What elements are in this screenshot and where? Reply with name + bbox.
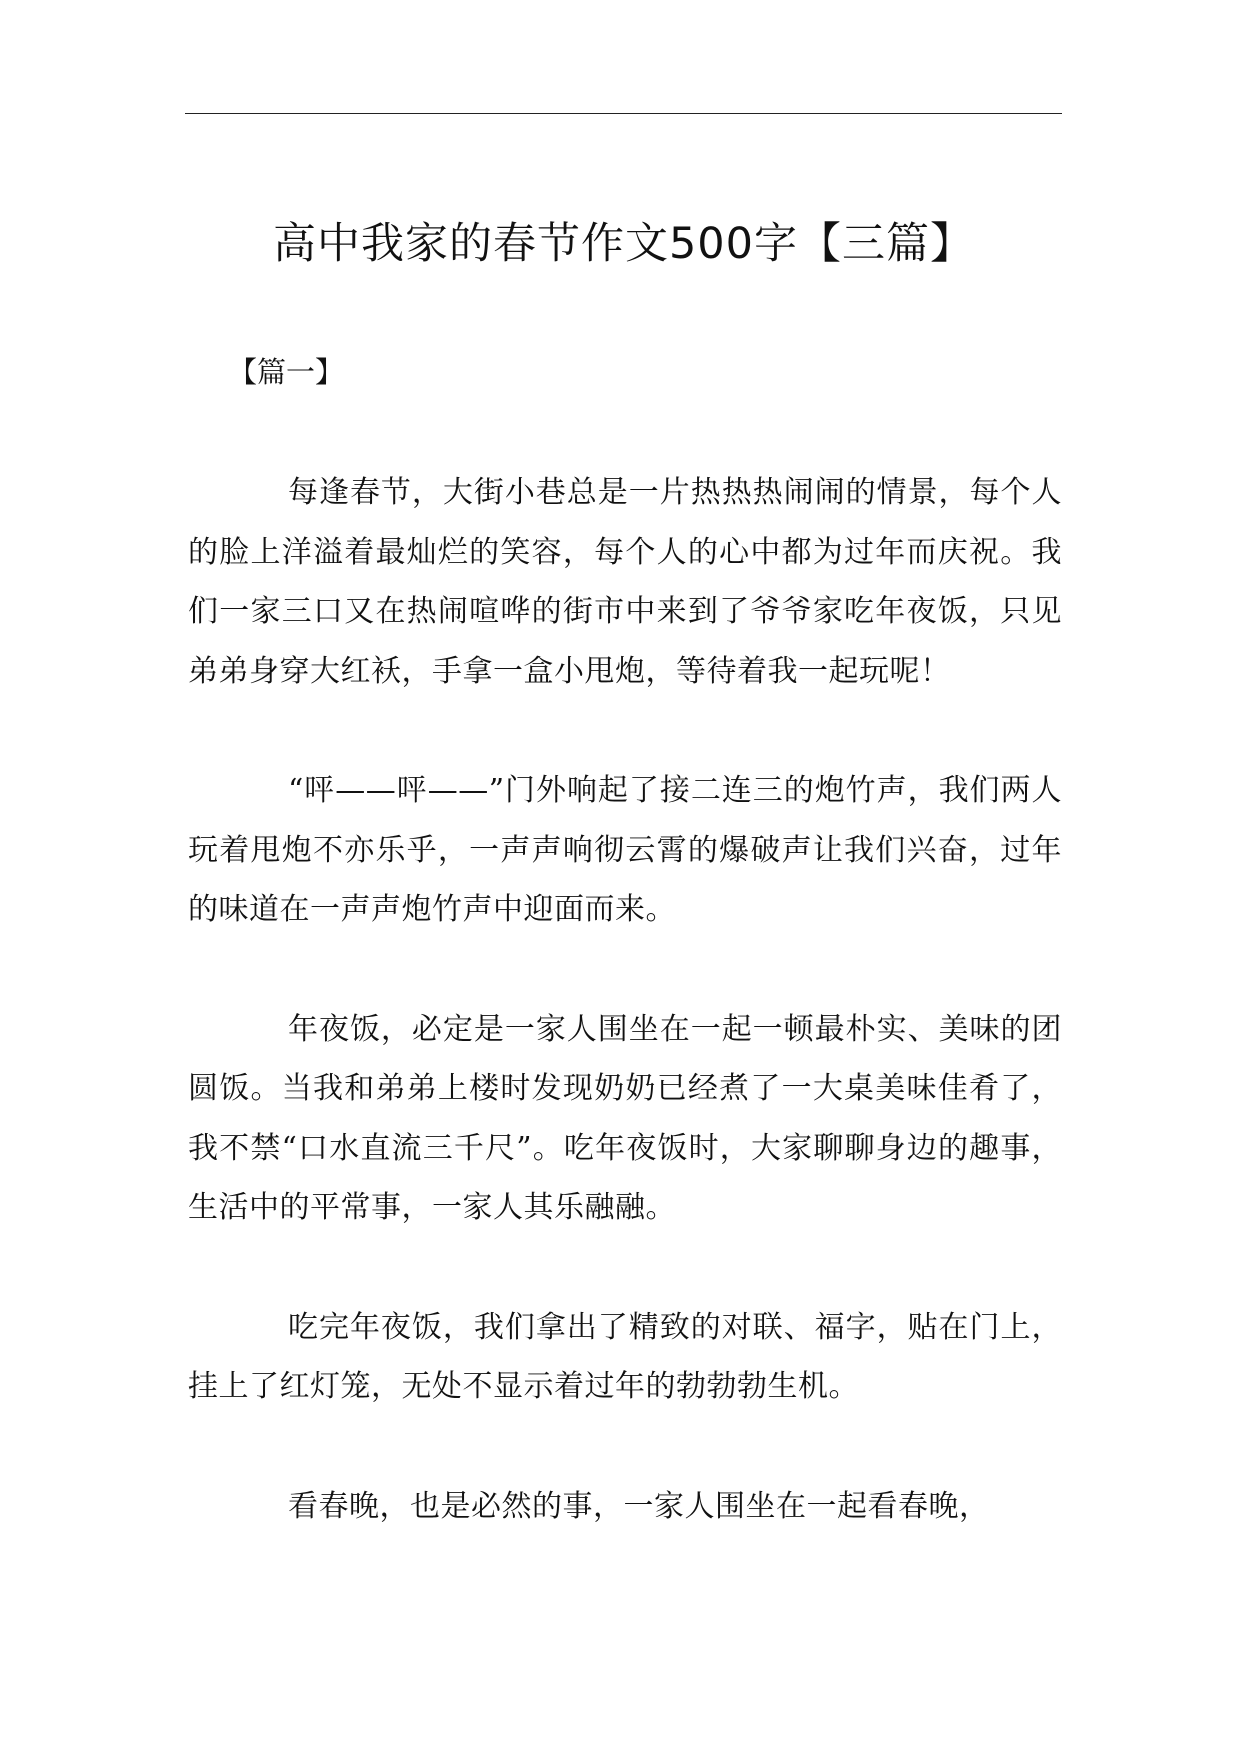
section-label: 【篇一】 (228, 355, 345, 389)
paragraph: 年夜饭，必定是一家人围坐在一起一顿最朴实、美味的团圆饭。当我和弟弟上楼时发现奶奶已经煮了一大桌美味佳肴了，我不禁“口水直流三千尺”。吃年夜饭时，大家聊聊身边的趣事，生活中的平常事，一家人其乐融融。 (188, 1011, 1062, 1225)
document-body (188, 463, 1062, 1536)
paragraph: 看春晚，也是必然的事，一家人围坐在一起看春晚， (288, 1488, 990, 1524)
header-rule (185, 113, 1062, 114)
paragraph: “呯——呯——”门外响起了接二连三的炮竹声，我们两人玩着甩炮不亦乐乎，一声声响彻云霄的爆破声让我们兴奋，过年的味道在一声声炮竹声中迎面而来。 (188, 773, 1062, 927)
document-title: 高中我家的春节作文500字【三篇】 (272, 219, 975, 269)
paragraph: 每逢春节，大街小巷总是一片热热热闹闹的情景，每个人的脸上洋溢着最灿烂的笑容，每个人的心中都为过年而庆祝。我们一家三口又在热闹喧哗的街市中来到了爷爷家吃年夜饭，只见弟弟身穿大红袄，手拿一盒小甩炮，等待着我一起玩呢！ (188, 475, 1062, 689)
paragraph: 吃完年夜饭，我们拿出了精致的对联、福字，贴在门上，挂上了红灯笼，无处不显示着过年的勃勃勃生机。 (188, 1309, 1062, 1404)
